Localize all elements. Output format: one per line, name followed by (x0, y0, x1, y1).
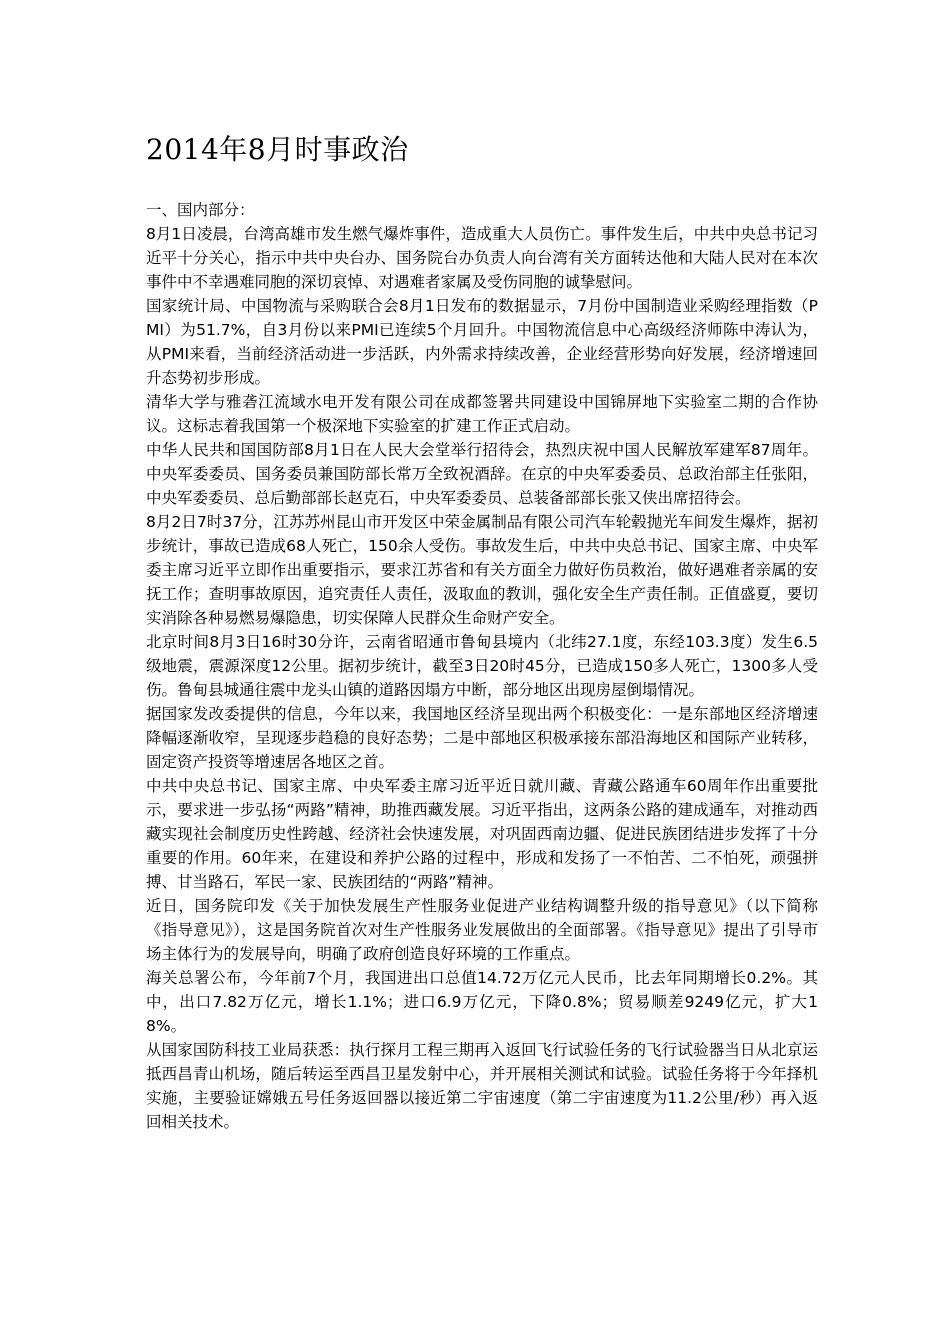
document-title: 2014年8月时事政治 (146, 133, 409, 166)
paragraph-regional-economy: 据国家发改委提供的信息，今年以来，我国地区经济呈现出两个积极变化：一是东部地区经济增速降幅逐渐收窄，呈现逐步趋稳的良好态势；二是中部地区积极承接东部沿海地区和国际产业转移，固定资产投资等增速居各地区之首。 (146, 705, 818, 771)
paragraph-customs-trade: 海关总署公布，今年前7个月，我国进出口总值14.72万亿元人民币，比去年同期增长0.2%。其中，出口7.82万亿元，增长1.1%；进口6.9万亿元，下降0.8%；贸易顺差9249亿元，扩大18%。 (146, 969, 818, 1035)
section-heading: 一、国内部分： (146, 201, 255, 219)
paragraph-kaohsiung-explosion: 8月1日凌晨，台湾高雄市发生燃气爆炸事件，造成重大人员伤亡。事件发生后，中共中央总书记习近平十分关心，指示中共中央台办、国务院台办负责人向台湾有关方面转达他和大陆人民对在本次事件中不幸遇难同胞的深切哀悼、对遇难者家属及受伤同胞的诚挚慰问。 (146, 225, 818, 291)
paragraph-pmi: 国家统计局、中国物流与采购联合会8月1日发布的数据显示，7月份中国制造业采购经理指数（PMI）为51.7%，自3月份以来PMI已连续5个月回升。中国物流信息中心高级经济师陈中涛认为，从PMI来看，当前经济活动进一步活跃，内外需求持续改善，企业经营形势向好发展，经济增速回升态势初步形成。 (146, 297, 818, 387)
paragraph-army-day-reception: 中华人民共和国国防部8月1日在人民大会堂举行招待会，热烈庆祝中国人民解放军建军87周年。中央军委委员、国务委员兼国防部长常万全致祝酒辞。在京的中央军委委员、总政治部主任张阳，中央军委委员、总后勤部部长赵克石，中央军委委员、总装备部部长张又侠出席招待会。 (146, 441, 818, 507)
paragraph-kunshan-explosion: 8月2日7时37分，江苏苏州昆山市开发区中荣金属制品有限公司汽车轮毂抛光车间发生爆炸，据初步统计，事故已造成68人死亡，150余人受伤。事故发生后，中共中央总书记、国家主席、中央军委主席习近平立即作出重要指示，要求江苏省和有关方面全力做好伤员救治，做好遇难者亲属的安抚工作；查明事故原因，追究责任人责任，汲取血的教训，强化安全生产责任制。正值盛夏，要切实消除各种易燃易爆隐患，切实保障人民群众生命财产安全。 (146, 513, 818, 627)
paragraph-service-industry: 近日，国务院印发《关于加快发展生产性服务业促进产业结构调整升级的指导意见》（以下简称《指导意见》），这是国务院首次对生产性服务业发展做出的全面部署。《指导意见》提出了引导市场主体行为的发展导向，明确了政府创造良好环境的工作重点。 (146, 897, 818, 963)
document-body (146, 198, 818, 1134)
paragraph-lunar-reentry: 从国家国防科技工业局获悉：执行探月工程三期再入返回飞行试验任务的飞行试验器当日从北京运抵西昌青山机场，随后转运至西昌卫星发射中心，并开展相关测试和试验。试验任务将于今年择机实施，主要验证嫦娥五号任务返回器以接近第二宇宙速度（第二宇宙速度为11.2公里/秒）再入返回相关技术。 (146, 1041, 818, 1131)
paragraph-tibet-highways: 中共中央总书记、国家主席、中央军委主席习近平近日就川藏、青藏公路通车60周年作出重要批示，要求进一步弘扬“两路”精神，助推西藏发展。习近平指出，这两条公路的建成通车，对推动西藏实现社会制度历史性跨越、经济社会快速发展，对巩固西南边疆、促进民族团结进步发挥了十分重要的作用。60年来，在建设和养护公路的过程中，形成和发扬了一不怕苦、二不怕死，顽强拼搏、甘当路石，军民一家、民族团结的“两路”精神。 (146, 777, 818, 891)
paragraph-ludian-earthquake: 北京时间8月3日16时30分许，云南省昭通市鲁甸县境内（北纬27.1度，东经103.3度）发生6.5级地震，震源深度12公里。据初步统计，截至3日20时45分，已造成150多人死亡，1300多人受伤。鲁甸县城通往震中龙头山镇的道路因塌方中断，部分地区出现房屋倒塌情况。 (146, 633, 818, 699)
paragraph-jinping-lab: 清华大学与雅砻江流域水电开发有限公司在成都签署共同建设中国锦屏地下实验室二期的合作协议。这标志着我国第一个极深地下实验室的扩建工作正式启动。 (146, 393, 818, 435)
